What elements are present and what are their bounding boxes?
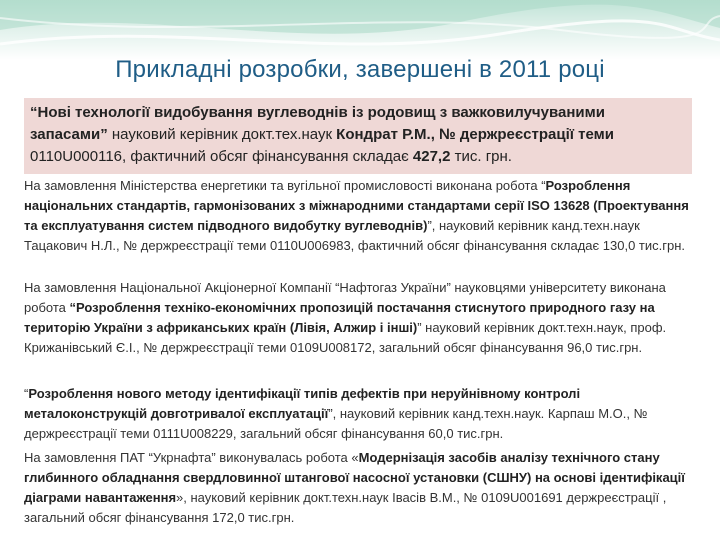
text-segment: тис. грн. — [450, 148, 512, 165]
text-segment: ”, науковий керівник канд.техн.наук. Карпаш М.О., № держреєстрації теми 0111U008229, загальний обсяг фінансування 60,0 тис.грн. — [24, 406, 648, 441]
highlighted-project-text — [24, 98, 692, 168]
project-paragraph-3 — [24, 384, 696, 444]
page-title: Прикладні розробки, завершені в 2011 році — [115, 56, 605, 83]
project-paragraph-1 — [24, 176, 696, 256]
text-segment: “ — [24, 386, 29, 401]
project-paragraph-2 — [24, 278, 696, 358]
project-title: Розроблення нового методу ідентифікації типів дефектів при неруйнівному контролі металоконструкцій довготривалої експлуатації — [24, 386, 581, 421]
project-paragraph-4 — [24, 448, 696, 528]
wave-decoration — [0, 0, 720, 60]
text-segment: 0110U000116, фактичний обсяг фінансування складає — [30, 148, 413, 165]
funding-amount: 427,2 — [412, 148, 451, 165]
text-segment: ” науковий керівник докт.техн.наук, проф. Крижанівський Є.І., № держреєстрації теми 0109U008172, загальний обсяг фінансування 96,0 тис.грн. — [24, 320, 667, 355]
text-segment-bold: Кондрат Р.М., № держреєстрації теми — [332, 126, 614, 143]
text-segment: докт.тех.наук — [241, 126, 333, 143]
project-title: Модернізація засобів аналізу технічного стану глибинного обладнання свердловинної штангової насосної установки (СШНУ) на основі ідентифікації діаграми навантаження — [24, 450, 685, 505]
project-title: “Нові технології видобування вуглеводнів із родовищ з важковилучуваними запасами” — [30, 104, 605, 143]
text-segment: ”, науковий керівник канд.техн.наук Тацакович Н.Л., № держреєстрації теми 0110U006983, фактичний обсяг фінансування складає 130,0 тис.грн. — [24, 218, 686, 253]
text-segment: науковий керівник — [107, 126, 242, 143]
highlighted-project-box — [24, 98, 692, 174]
text-segment: На замовлення Міністерства енергетики та вугільної промисловості виконана робота “ — [24, 178, 546, 193]
text-segment: На замовлення ПАТ “Укрнафта” виконувалась робота « — [24, 450, 359, 465]
text-segment: На замовлення Національної Акціонерної Компанії “Нафтогаз України” науковцями університету виконана робота — [24, 280, 666, 315]
project-title: Розроблення національних стандартів, гармонізованих з міжнародними стандартами серії ISO 13628 (Проектування та експлуатування систем підводного видобутку вуглеводнів) — [24, 178, 689, 233]
decorative-header-band — [0, 0, 720, 60]
text-segment: », науковий керівник докт.техн.наук Івасів В.М., № 0109U001691 держреєстрації , загальний обсяг фінансування 172,0 тис.грн. — [24, 490, 667, 525]
project-title: “Розроблення техніко-економічних пропозицій постачання стиснутого природного газу на територію України з африканських країн (Лівія, Алжир і інші) — [24, 300, 655, 335]
